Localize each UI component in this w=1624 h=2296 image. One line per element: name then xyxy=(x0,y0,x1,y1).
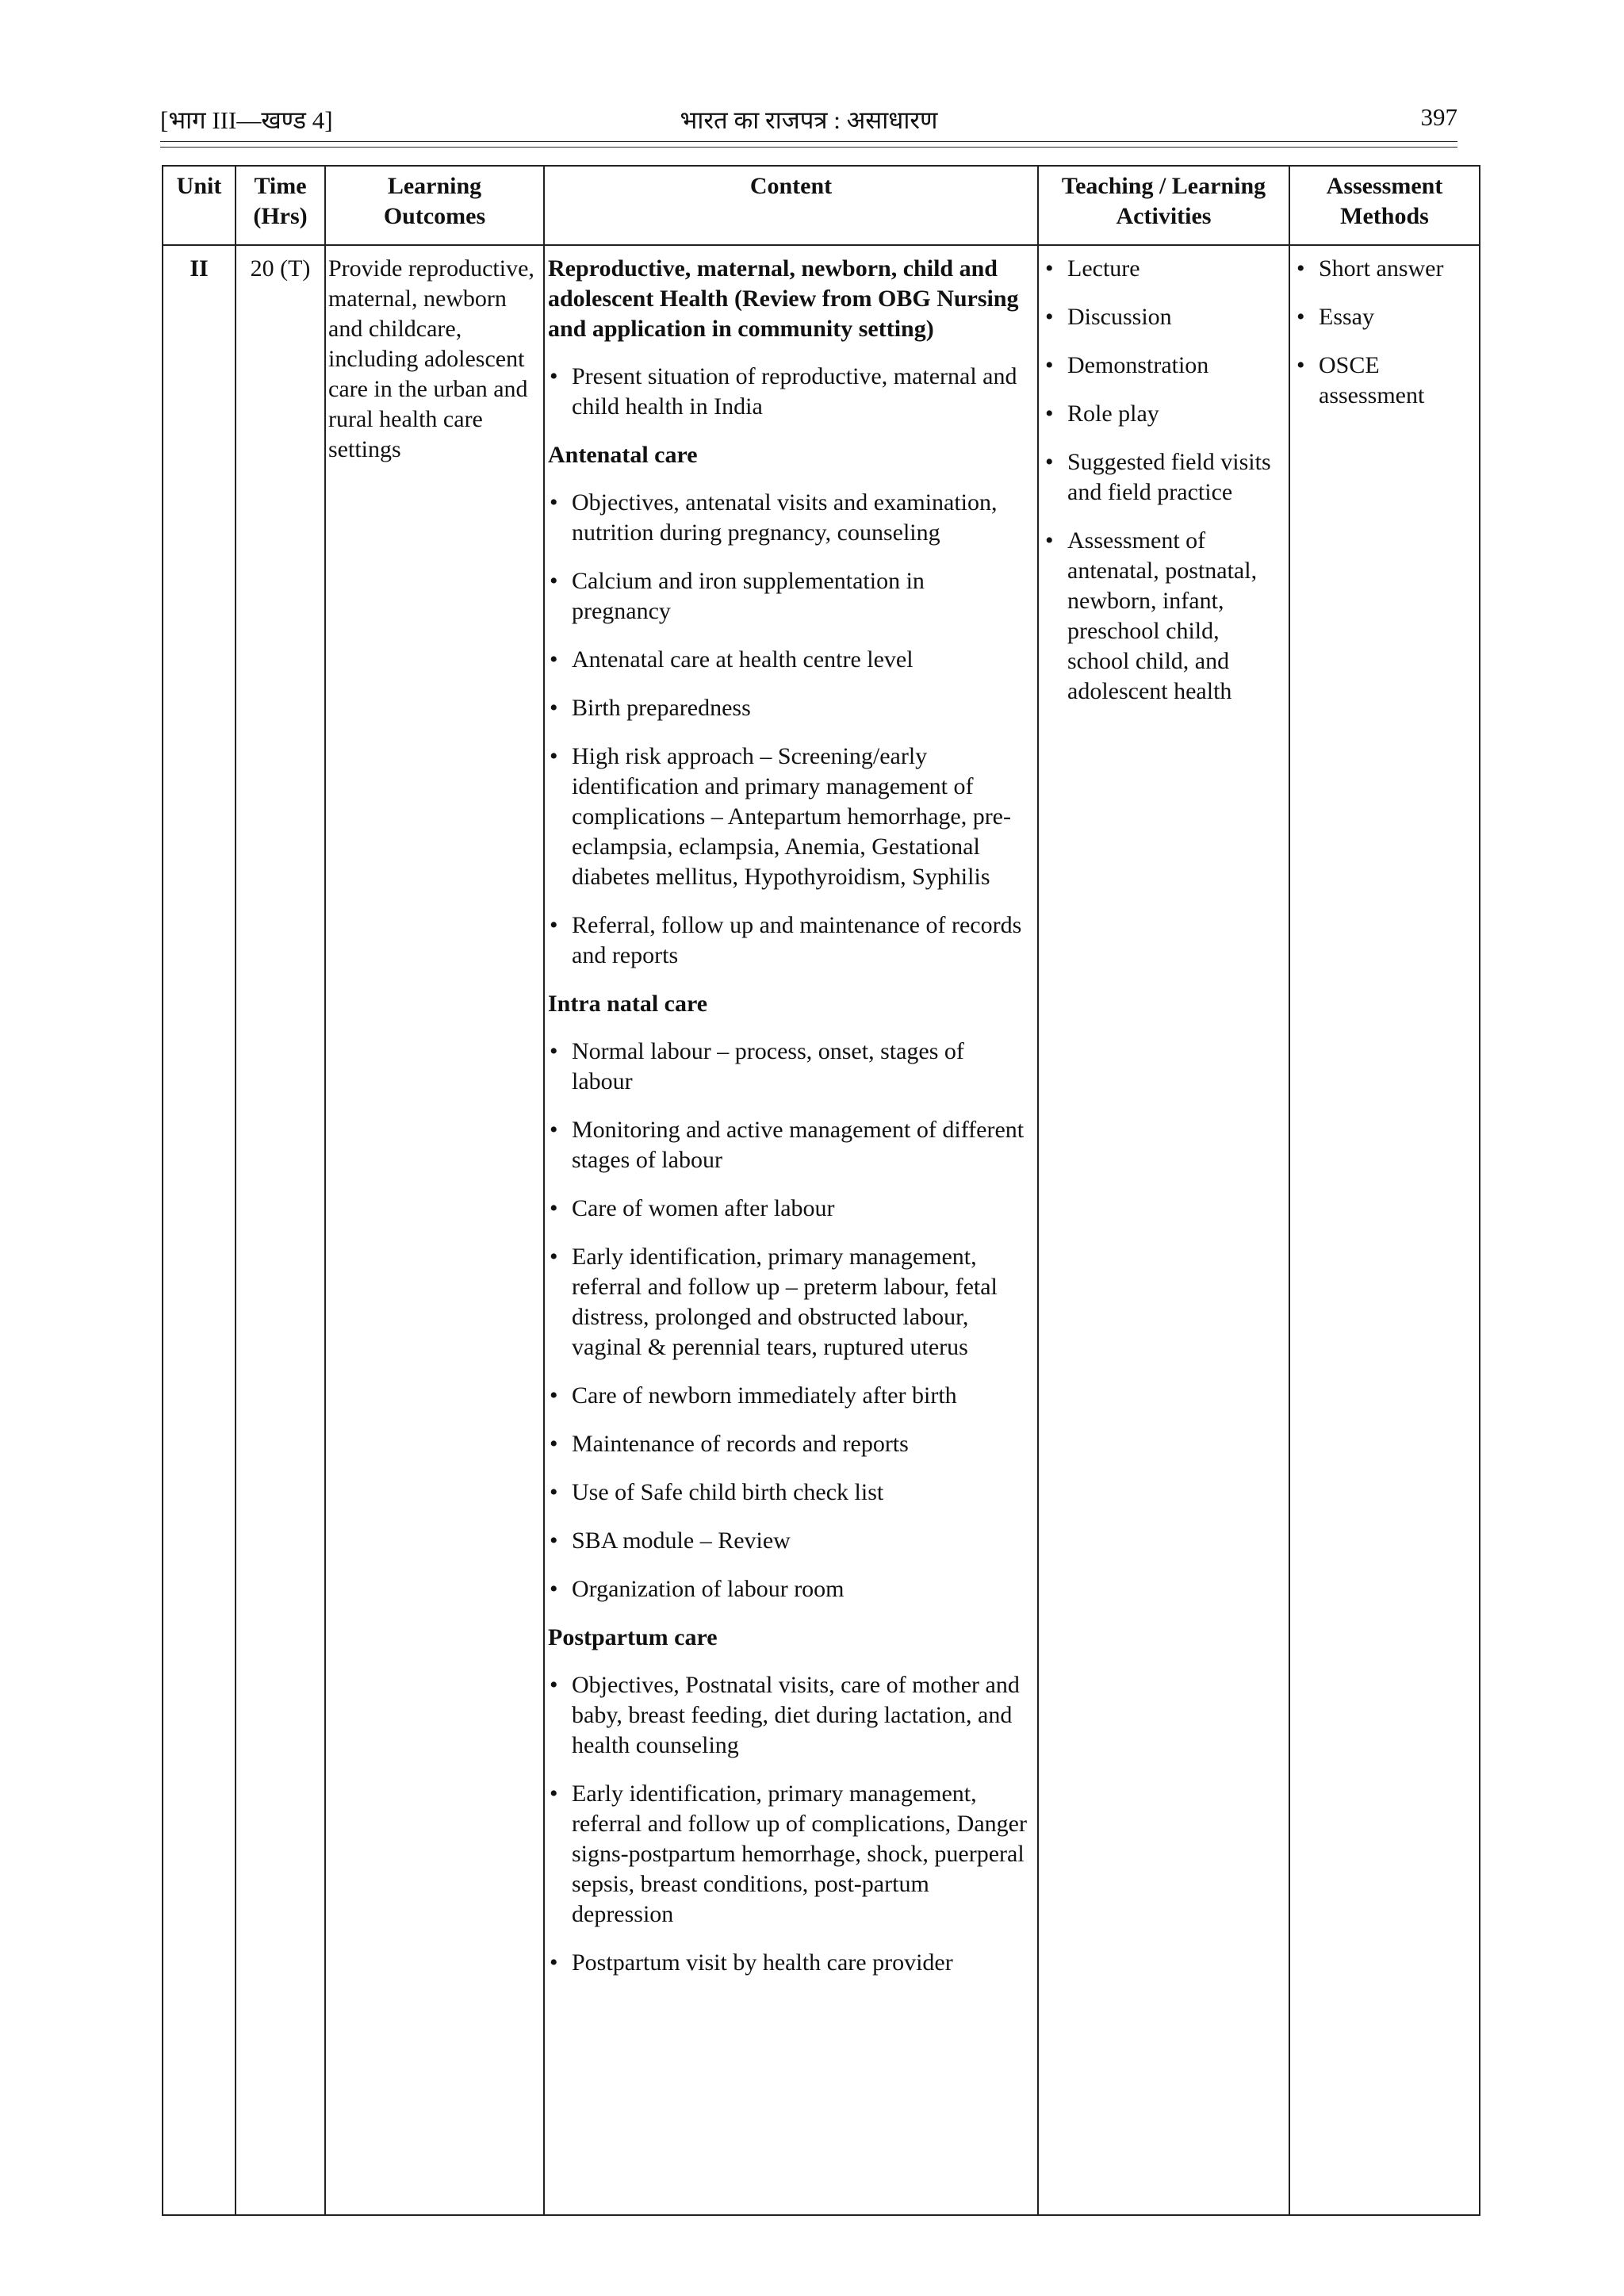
header-rule-bottom xyxy=(160,147,1457,148)
content-list-item: • Early identification, primary management, referral and follow up – preterm labour, fetal distress, prolonged and obstructed labour, vaginal & perennial tears, ruptured uterus xyxy=(548,1242,1029,1363)
section-list xyxy=(548,1670,1029,1978)
activity-item: • Suggested field visits and field practice xyxy=(1044,447,1284,508)
activities-list xyxy=(1044,254,1284,707)
content-list-item: • Antenatal care at health centre level xyxy=(548,645,1029,675)
column-header-line: Learning xyxy=(387,173,482,199)
section-list xyxy=(548,1037,1029,1604)
activity-item: • Role play xyxy=(1044,399,1284,429)
content-list-item: • Calcium and iron supplementation in pregnancy xyxy=(548,566,1029,627)
column-header-line: (Hrs) xyxy=(253,203,308,229)
activities-header xyxy=(1038,166,1289,245)
learning-outcomes-header xyxy=(325,166,544,245)
column-header-line: Outcomes xyxy=(383,203,486,229)
column-header-line: Time xyxy=(254,173,307,199)
content-list-item: • Care of newborn immediately after birth xyxy=(548,1381,1029,1411)
content-list-item: • Objectives, Postnatal visits, care of mother and baby, breast feeding, diet during lactation, and health counseling xyxy=(548,1670,1029,1761)
content-list-item: • Monitoring and active management of different stages of labour xyxy=(548,1115,1029,1175)
syllabus-table xyxy=(162,165,1480,2216)
assessment-list xyxy=(1295,254,1474,411)
gazette-part-label: [भाग III—खण्ड 4] xyxy=(160,106,333,134)
time-cell: 20 (T) xyxy=(236,245,325,2215)
table-header-row xyxy=(163,166,1480,245)
content-list-item: • Normal labour – process, onset, stages of labour xyxy=(548,1037,1029,1097)
content-list-item: • High risk approach – Screening/early identification and primary management of complications – Antepartum hemorrhage, pre-eclampsia, eclampsia, Anemia, Gestational diabetes mellitus, Hypothyroidism, Syphilis xyxy=(548,742,1029,892)
learning-outcomes-cell: Provide reproductive, maternal, newborn and childcare, including adolescent care in the urban and rural health care settings xyxy=(325,245,544,2215)
content-list-item: • SBA module – Review xyxy=(548,1526,1029,1556)
activities-cell xyxy=(1038,245,1289,2215)
content-list-item: • Present situation of reproductive, maternal and child health in India xyxy=(548,362,1029,422)
column-header-line: Methods xyxy=(1340,203,1429,229)
assessment-item: • Short answer xyxy=(1295,254,1474,284)
content-list-item: • Early identification, primary management, referral and follow up of complications, Danger signs-postpartum hemorrhage, shock, puerperal sepsis, breast conditions, post-partum depression xyxy=(548,1779,1029,1930)
column-header-line: Content xyxy=(749,173,833,199)
section-heading: Postpartum care xyxy=(548,1624,718,1650)
unit-header xyxy=(163,166,236,245)
content-list-item: • Referral, follow up and maintenance of records and reports xyxy=(548,910,1029,971)
content-title: Reproductive, maternal, newborn, child and adolescent Health (Review from OBG Nursing and application in community setting) xyxy=(548,255,1019,342)
header-rule-top xyxy=(160,141,1457,142)
content-list-item: • Objectives, antenatal visits and examination, nutrition during pregnancy, counseling xyxy=(548,488,1029,548)
section-list xyxy=(548,488,1029,971)
assessment-item: • Essay xyxy=(1295,302,1474,332)
unit-cell: II xyxy=(163,245,236,2215)
time-header xyxy=(236,166,325,245)
gazette-title: भारत का राजपत्र : असाधारण xyxy=(680,106,938,134)
content-sections xyxy=(548,440,1029,1978)
content-list-item: • Care of women after labour xyxy=(548,1194,1029,1224)
table-row xyxy=(163,245,1480,2215)
content-list-item: • Maintenance of records and reports xyxy=(548,1429,1029,1459)
page-header xyxy=(160,100,1457,140)
assessment-cell xyxy=(1289,245,1480,2215)
content-intro-list xyxy=(548,362,1029,422)
activity-item: • Discussion xyxy=(1044,302,1284,332)
column-header-line: Teaching / Learning xyxy=(1061,173,1266,199)
page-number: 397 xyxy=(1420,103,1457,131)
column-header-line: Assessment xyxy=(1326,173,1443,199)
content-list-item: • Organization of labour room xyxy=(548,1574,1029,1604)
section-heading: Intra natal care xyxy=(548,991,708,1017)
content-list-item: • Birth preparedness xyxy=(548,693,1029,723)
activity-item: • Assessment of antenatal, postnatal, newborn, infant, preschool child, school child, and adolescent health xyxy=(1044,526,1284,707)
content-header xyxy=(544,166,1038,245)
column-header-line: Unit xyxy=(176,173,222,199)
content-list-item: • Postpartum visit by health care provider xyxy=(548,1948,1029,1978)
assessment-header xyxy=(1289,166,1480,245)
section-heading: Antenatal care xyxy=(548,442,698,468)
activity-item: • Lecture xyxy=(1044,254,1284,284)
column-header-line: Activities xyxy=(1116,203,1212,229)
assessment-item: • OSCE assessment xyxy=(1295,351,1474,411)
content-list-item: • Use of Safe child birth check list xyxy=(548,1478,1029,1508)
activity-item: • Demonstration xyxy=(1044,351,1284,381)
content-cell xyxy=(544,245,1038,2215)
